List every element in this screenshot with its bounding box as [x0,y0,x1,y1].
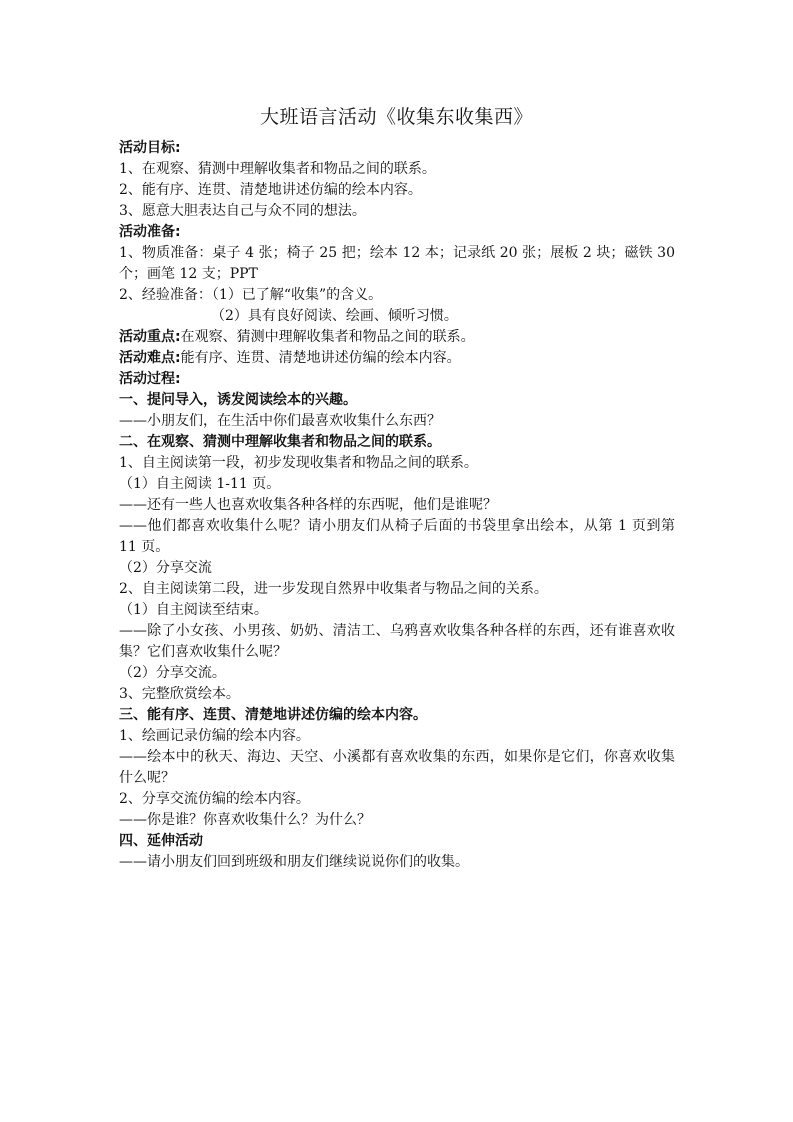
section-3-line: ——你是谁？你喜欢收集什么？为什么？ [119,812,371,828]
section-1-title: 一、提问导入，诱发阅读绘本的兴趣。 [119,392,357,408]
section-2-line: 3、完整欣赏绘本。 [119,686,240,702]
document-body [119,138,675,873]
section-3-line: ——绘本中的秋天、海边、天空、小溪都有喜欢收集的东西，如果你是它们，你喜欢收集什么呢？ [119,749,675,786]
section-2-line: （1）自主阅读至结束。 [119,602,268,618]
difficulty-label: 活动难点: [119,350,181,366]
section-2-line: 1、自主阅读第一段，初步发现收集者和物品之间的联系。 [119,455,478,471]
focus-row [119,327,675,348]
section-2-line: ——还有一些人也喜欢收集各种各样的东西呢，他们是谁呢？ [119,497,497,513]
goals-heading: 活动目标: [119,140,181,156]
section-2-line: （2）分享交流 [119,560,212,576]
difficulty-text: 能有序、连贯、清楚地讲述仿编的绘本内容。 [180,350,461,366]
process-heading: 活动过程: [119,371,181,387]
prep-material: 1、物质准备：桌子 4 张；椅子 25 把；绘本 12 本；记录纸 20 张；展板 2 块；磁铁 30 个；画笔 12 支；PPT [119,245,675,282]
goal-item-2: 2、能有序、连贯、清楚地讲述仿编的绘本内容。 [119,182,422,198]
prep-experience-1: 2、经验准备：（1）已了解“收集”的含义。 [119,287,383,303]
section-2-line: （1）自主阅读 1-11 页。 [119,476,281,492]
document-title: 大班语言活动《收集东收集西》 [259,106,533,128]
section-3-title: 三、能有序、连贯、清楚地讲述仿编的绘本内容。 [119,707,427,723]
section-1-line: ——小朋友们，在生活中你们最喜欢收集什么东西？ [119,413,441,429]
difficulty-row [119,348,675,369]
section-4-title: 四、延伸活动 [119,833,203,849]
section-2-title: 二、在观察、猜测中理解收集者和物品之间的联系。 [119,434,441,450]
prep-heading: 活动准备: [119,224,181,240]
section-2-line: ——他们都喜欢收集什么呢？请小朋友们从椅子后面的书袋里拿出绘本，从第 1 页到第 11 页。 [119,518,675,555]
section-3-line: 1、绘画记录仿编的绘本内容。 [119,728,310,744]
section-2-line: 2、自主阅读第二段，进一步发现自然界中收集者与物品之间的关系。 [119,581,548,597]
section-2-line: （2）分享交流。 [119,665,226,681]
goal-item-3: 3、愿意大胆表达自己与众不同的想法。 [119,203,366,219]
prep-experience-2: （2）具有良好阅读、绘画、倾听习惯。 [211,308,458,324]
focus-text: 在观察、猜测中理解收集者和物品之间的联系。 [180,329,475,345]
section-4-line: ——请小朋友们回到班级和朋友们继续说说你们的收集。 [119,854,469,870]
section-2-line: ——除了小女孩、小男孩、奶奶、清洁工、乌鸦喜欢收集各种各样的东西，还有谁喜欢收集？它们喜欢收集什么呢？ [119,623,675,660]
section-3-line: 2、分享交流仿编的绘本内容。 [119,791,310,807]
goal-item-1: 1、在观察、猜测中理解收集者和物品之间的联系。 [119,161,436,177]
focus-label: 活动重点: [119,329,181,345]
